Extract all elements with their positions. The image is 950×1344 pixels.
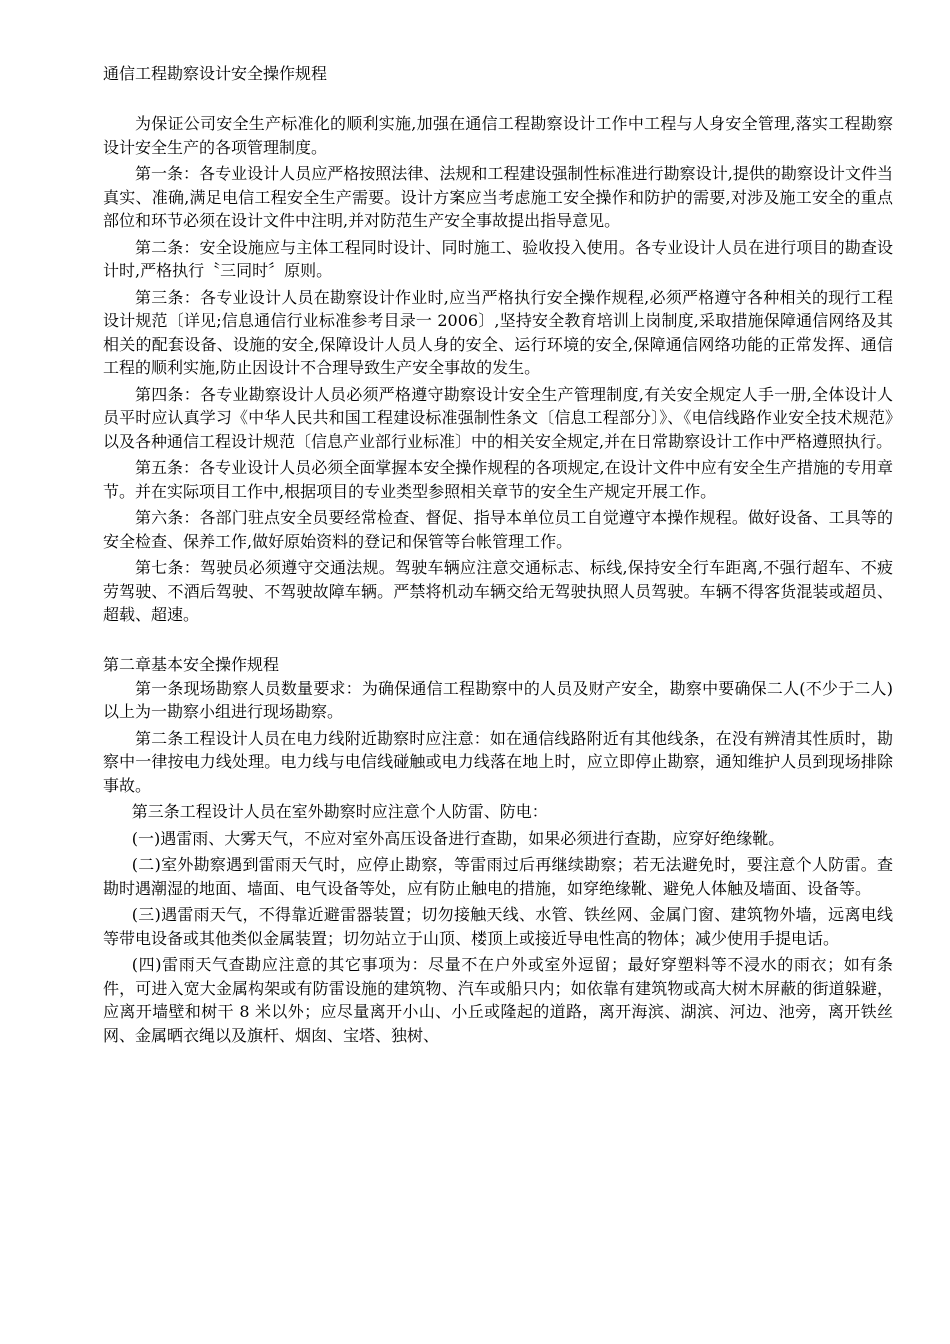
document-page [103, 62, 893, 1050]
chapter-2-sub-4: (四)雷雨天气查勘应注意的其它事项为：尽量不在户外或室外逗留；最好穿塑料等不浸水的雨衣；如有条件，可进入宽大金属构架或有防雷设施的建筑物、汽车或船只内；如依靠有建筑物或高大树木屏蔽的街道躲避，应离开墙壁和树干 8 米以外；应尽量离开小山、小丘或隆起的道路，离开海滨、湖滨、河边、池旁，离开铁丝网、金属晒衣绳以及旗杆、烟囱、宝塔、独树、 [103, 955, 893, 1045]
intro-paragraph: 为保证公司安全生产标准化的顺利实施,加强在通信工程勘察设计工作中工程与人身安全管理,落实工程勘察设计安全生产的各项管理制度。 [103, 114, 893, 157]
chapter-2-sub-1: (一)遇雷雨、大雾天气，不应对室外高压设备进行查勘，如果必须进行查勘，应穿好绝缘靴。 [131, 828, 785, 848]
article-2: 第二条：安全设施应与主体工程同时设计、同时施工、验收投入使用。各专业设计人员在进行项目的勘查设计时,严格执行〝三同时〞原则。 [103, 237, 893, 280]
chapter-2-item-3: 第三条工程设计人员在室外勘察时应注意个人防雷、防电： [131, 802, 548, 821]
chapter-2-item-2: 第二条工程设计人员在电力线附近勘察时应注意：如在通信线路附近有其他线条，在没有辨清其性质时，勘察中一律按电力线处理。电力线与电信线碰触或电力线落在地上时，应立即停止勘察，通知维护人员到现场排除事故。 [103, 728, 893, 795]
document-title: 通信工程勘察设计安全操作规程 [103, 64, 328, 83]
chapter-2-sub-2: (二)室外勘察遇到雷雨天气时，应停止勘察，等雷雨过后再继续勘察；若无法避免时，要注意个人防雷。查勘时遇潮湿的地面、墙面、电气设备等处，应有防止触电的措施，如穿绝缘靴、避免人体触及墙面、设备等。 [103, 855, 893, 898]
article-6: 第六条：各部门驻点安全员要经常检查、督促、指导本单位员工自觉遵守本操作规程。做好设备、工具等的安全检查、保养工作,做好原始资料的登记和保管等台帐管理工作。 [103, 508, 893, 551]
article-3: 第三条：各专业设计人员在勘察设计作业时,应当严格执行安全操作规程,必须严格遵守各种相关的现行工程设计规范〔详见;信息通信行业标准参考目录一 2006〕,坚持安全教育培训上岗制度,采取措施保障通信网络及其相关的配套设备、设施的安全,保障设计人员人身的安全、运行环境的安全,保障通信网络功能的正常发挥、通信工程的顺利实施,防止因设计不合理导致生产安全事故的发生。 [103, 287, 893, 377]
chapter-2-heading: 第二章基本安全操作规程 [103, 654, 280, 674]
article-7: 第七条：驾驶员必须遵守交通法规。驾驶车辆应注意交通标志、标线,保持安全行车距离,不强行超车、不疲劳驾驶、不酒后驾驶、不驾驶故障车辆。严禁将机动车辆交给无驾驶执照人员驾驶。车辆不得客货混装或超员、超载、超速。 [103, 558, 893, 624]
article-4: 第四条：各专业勘察设计人员必须严格遵守勘察设计安全生产管理制度,有关安全规定人手一册,全体设计人员平时应认真学习《中华人民共和国工程建设标准强制性条文〔信息工程部分〕》、《电信线路作业安全技术规范》以及各种通信工程设计规范〔信息产业部行业标准〕中的相关安全规定,并在日常勘察设计工作中严格遵照执行。 [103, 384, 893, 451]
article-1: 第一条：各专业设计人员应严格按照法律、法规和工程建设强制性标准进行勘察设计,提供的勘察设计文件当真实、准确,满足电信工程安全生产需要。设计方案应当考虑施工安全操作和防护的需要,对涉及施工安全的重点部位和环节必须在设计文件中注明,并对防范生产安全事故提出指导意见。 [103, 164, 893, 230]
chapter-2-item-1: 第一条现场勘察人员数量要求：为确保通信工程勘察中的人员及财产安全，勘察中要确保二人(不少于二人)以上为一勘察小组进行现场勘察。 [103, 678, 893, 721]
chapter-2-sub-3: (三)遇雷雨天气，不得靠近避雷器装置；切勿接触天线、水管、铁丝网、金属门窗、建筑物外墙，远离电线等带电设备或其他类似金属装置；切勿站立于山顶、楼顶上或接近导电性高的物体；减少使用手提电话。 [103, 905, 893, 948]
article-5: 第五条：各专业设计人员必须全面掌握本安全操作规程的各项规定,在设计文件中应有安全生产措施的专用章节。并在实际项目工作中,根据项目的专业类型参照相关章节的安全生产规定开展工作。 [103, 458, 893, 501]
